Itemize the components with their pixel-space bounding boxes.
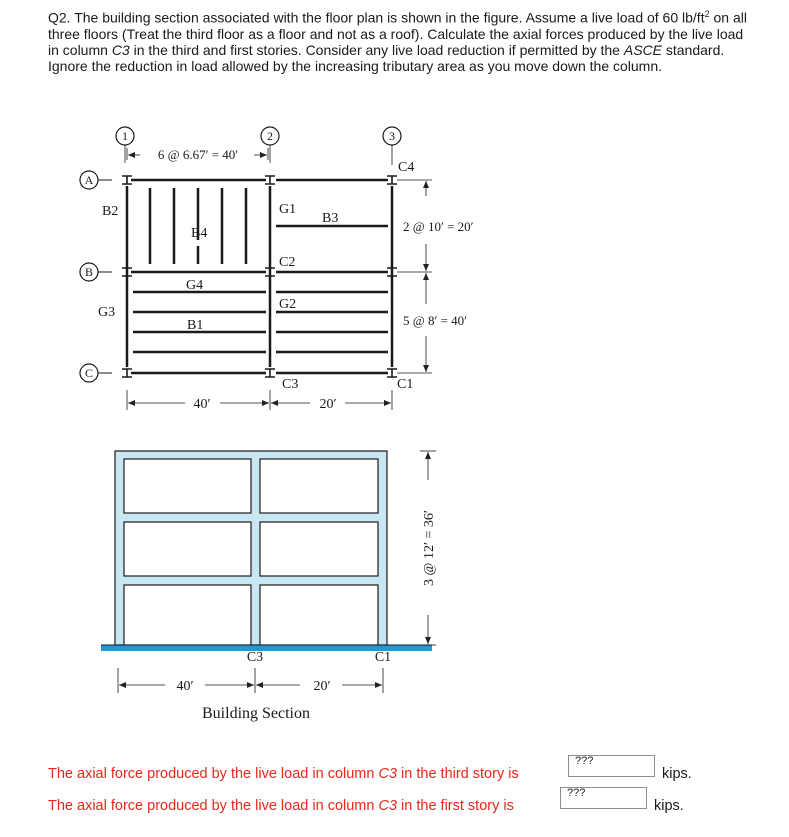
section-col-c1: C1 bbox=[374, 650, 392, 665]
label-c3: C3 bbox=[282, 377, 299, 392]
grid-number-2: 2 bbox=[267, 129, 273, 143]
label-b1: B1 bbox=[187, 318, 204, 333]
column-symbols bbox=[122, 176, 397, 377]
bottom-dim-left-label: 40′ bbox=[193, 397, 211, 412]
question-number: Q2. bbox=[48, 9, 71, 26]
right-dimension bbox=[397, 180, 432, 373]
grid-number-3: 3 bbox=[389, 129, 395, 143]
answer-line-first-story: The axial force produced by the live load in column C3 in the first story is bbox=[48, 798, 514, 814]
section-bottom-dimension bbox=[118, 668, 383, 693]
label-g4: G4 bbox=[186, 278, 204, 293]
top-dim-label: 6 @ 6.67′ = 40′ bbox=[157, 147, 239, 162]
bottom-dimension bbox=[127, 390, 392, 410]
frame-openings bbox=[124, 459, 378, 645]
section-dim-right: 20′ bbox=[313, 679, 331, 694]
question-text: Q2. The building section associated with the floor plan is shown in the figure. Assume a live load of 60 $lb/ft^2$ on all three floors (Treat the third floor as a floor and not as a roof). Calculate the axial forces produced by the live load in column C3 in the third and first stories. Consider any live load reduction if permitted by the ASCE standard. Ignore the reduction in load allowed by the increasing tributary area as you move down the column. bbox=[48, 9, 747, 74]
label-b4: B4 bbox=[191, 226, 208, 241]
label-c1: C1 bbox=[397, 377, 414, 392]
right-dim-upper-label: 2 @ 10′ = 20′ bbox=[403, 219, 474, 234]
label-c2: C2 bbox=[279, 255, 296, 270]
grid-letter-B: B bbox=[84, 265, 94, 279]
floor-plan bbox=[80, 127, 432, 410]
answer-input-first-story[interactable]: ??? bbox=[560, 787, 647, 809]
label-g1: G1 bbox=[279, 202, 297, 217]
answer-line-third-story: The axial force produced by the live load in column C3 in the third story is bbox=[48, 766, 519, 782]
grid-number-1: 1 bbox=[122, 129, 128, 143]
grid-letter-A: A bbox=[84, 173, 94, 187]
label-b3: B3 bbox=[322, 211, 339, 226]
section-height-label: 3 @ 12′ = 36′ bbox=[422, 510, 437, 586]
label-b2: B2 bbox=[102, 204, 119, 219]
section-title: Building Section bbox=[202, 705, 310, 722]
right-dim-lower-label: 5 @ 8′ = 40′ bbox=[403, 313, 467, 328]
answer-input-third-story[interactable]: ??? bbox=[568, 755, 655, 777]
label-c4: C4 bbox=[398, 160, 415, 175]
grid-letter-C: C bbox=[84, 366, 94, 380]
bottom-dim-right-label: 20′ bbox=[319, 397, 337, 412]
label-g3: G3 bbox=[98, 305, 116, 320]
unit-third-story: kips. bbox=[662, 766, 692, 782]
label-g2: G2 bbox=[279, 297, 297, 312]
plan-labels bbox=[85, 129, 474, 412]
section-dim-left: 40′ bbox=[176, 679, 194, 694]
section-col-c3: C3 bbox=[246, 650, 264, 665]
unit-first-story: kips. bbox=[654, 798, 684, 814]
